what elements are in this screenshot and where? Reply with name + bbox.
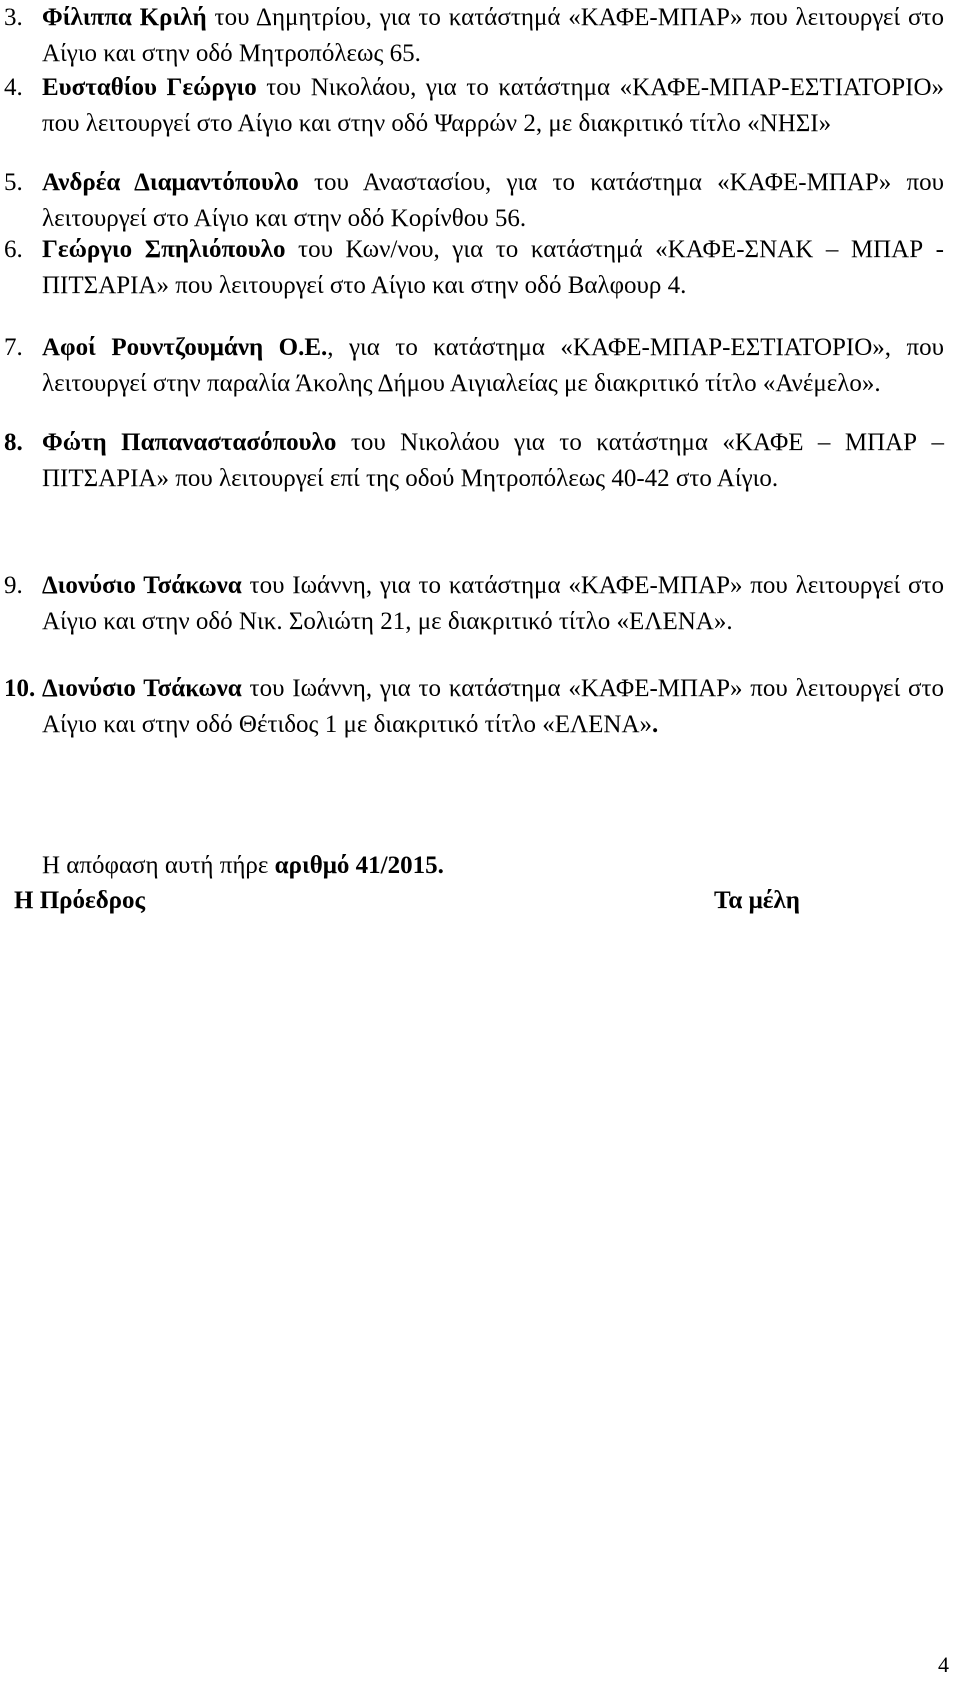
item-text: [42, 232, 944, 304]
item-text: [42, 671, 944, 743]
item-text: [42, 425, 944, 497]
item-name: Φίλιππα Κριλή: [42, 4, 207, 31]
item-number: 9.: [4, 572, 23, 599]
item-body: , για το κατάστημα «ΚΑΦΕ-ΜΠΑΡ-ΕΣΤΙΑΤΟΡΙΟ», που λειτουργεί στην παραλία Άκολης Δήμου Αιγιαλείας με διακριτικό τίτλο «Ανέμελο».: [42, 334, 944, 397]
item-name: Ανδρέα Διαμαντόπουλο: [42, 169, 299, 196]
item-name: Διονύσιο Τσάκωνα: [42, 675, 242, 702]
item-name: Φώτη Παπαναστασόπουλο: [42, 429, 337, 456]
item-text: [42, 165, 944, 237]
item-number: 5.: [4, 169, 23, 196]
item-body: του Κων/νου, για το κατάστημά «ΚΑΦΕ-ΣΝΑΚ – ΜΠΑΡ - ΠΙΤΣΑΡΙΑ» που λειτουργεί στο Αίγιο και στην οδό Βαλφουρ 4.: [42, 236, 944, 299]
decision-number: αριθμό 41/2015.: [274, 852, 444, 879]
decision-closing: [42, 848, 444, 884]
signature-president: Η Πρόεδρος: [14, 887, 146, 914]
item-number: 3.: [4, 4, 23, 31]
item-number: 4.: [4, 74, 23, 101]
item-body: του Ιωάννη, για το κατάστημα «ΚΑΦΕ-ΜΠΑΡ» που λειτουργεί στο Αίγιο και στην οδό Νικ. Σολιώτη 21, με διακριτικό τίτλο «ΕΛΕΝΑ».: [42, 572, 944, 635]
item-tail: .: [652, 711, 659, 738]
item-name: Γεώργιο Σπηλιόπουλο: [42, 236, 286, 263]
item-body: του Νικολάου για το κατάστημα «ΚΑΦΕ – ΜΠΑΡ – ΠΙΤΣΑΡΙΑ» που λειτουργεί επί της οδού Μητροπόλεως 40-42 στο Αίγιο.: [42, 429, 944, 492]
signature-members: Τα μέλη: [714, 887, 800, 914]
item-text: [42, 0, 944, 72]
item-body: του Αναστασίου, για το κατάστημα «ΚΑΦΕ-ΜΠΑΡ» που λειτουργεί στο Αίγιο και στην οδό Κορίνθου 56.: [42, 169, 944, 232]
item-body: του Δημητρίου, για το κατάστημά «ΚΑΦΕ-ΜΠΑΡ» που λειτουργεί στο Αίγιο και στην οδό Μητροπόλεως 65.: [42, 4, 944, 67]
item-text: [42, 330, 944, 402]
item-name: Ευσταθίου Γεώργιο: [42, 74, 257, 101]
item-body: του Νικολάου, για το κατάστημα «ΚΑΦΕ-ΜΠΑΡ-ΕΣΤΙΑΤΟΡΙΟ» που λειτουργεί στο Αίγιο και στην οδό Ψαρρών 2, με διακριτικό τίτλο «ΝΗΣΙ»: [42, 74, 944, 137]
item-body: του Ιωάννη, για το κατάστημα «ΚΑΦΕ-ΜΠΑΡ» που λειτουργεί στο Αίγιο και στην οδό Θέτιδος 1 με διακριτικό τίτλο «ΕΛΕΝΑ»: [42, 675, 944, 738]
item-number: 10.: [4, 675, 36, 702]
item-text: [42, 568, 944, 640]
item-name: Διονύσιο Τσάκωνα: [42, 572, 242, 599]
item-number: 6.: [4, 236, 23, 263]
item-text: [42, 70, 944, 142]
page-number: 4: [938, 1652, 949, 1677]
item-number: 8.: [4, 429, 23, 456]
item-name: Αφοί Ρουντζουμάνη Ο.Ε.: [42, 334, 328, 361]
item-number: 7.: [4, 334, 23, 361]
closing-prefix: Η απόφαση αυτή πήρε: [42, 852, 275, 879]
